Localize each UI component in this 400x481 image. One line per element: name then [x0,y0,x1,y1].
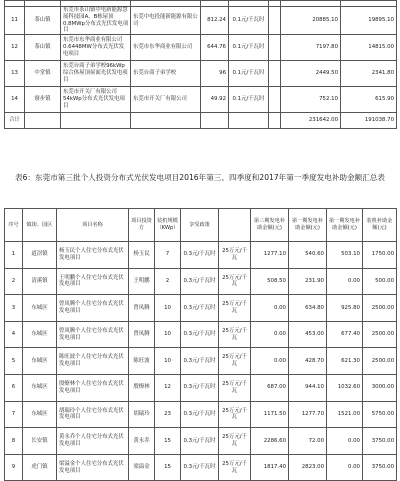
cell-capacity: 96 [201,61,229,87]
cell-owner: 黄永乔 [129,428,155,455]
cell-unit: 东莞台商子弟学校 [131,61,201,87]
column-header: 镇街、园区 [23,209,57,242]
cell-rate: 0.1元/千瓦时 [229,35,269,61]
cell-owner: 王明鹏 [129,268,155,295]
column-header: 第一期发电补助金额(元) [327,209,363,242]
cell-town: 虎门镇 [23,454,57,481]
cell-amount-4: 500.00 [363,268,397,295]
cell-amount-2: 634.80 [289,295,327,322]
table-subsidy-enterprise [4,0,397,129]
cell-policy-rate: 0.3元/千瓦时 [181,348,219,375]
table-row [5,61,397,87]
table-row [5,454,397,481]
cell-town: 东城区 [23,374,57,401]
column-header: 装机补助金额(元) [363,209,397,242]
cell-amount-1: 687.00 [251,374,289,401]
cell-amount-3: 677.40 [327,321,363,348]
cell-project: 胡瑞玲个人住宅分布式光伏发电项目 [57,401,129,428]
cell-town: 茶山镇 [25,35,61,61]
cell-capacity: 12 [155,374,181,401]
cell-number: 3 [5,295,23,322]
cell-empty [269,7,281,35]
cell-town: 东城区 [23,295,57,322]
cell-policy-install: 25万元/千瓦 [219,242,251,269]
cell-project: 梁溢金个人住宅分布式光伏发电项目 [57,454,129,481]
cell-policy-rate: 0.3元/千瓦时 [181,454,219,481]
cell-amount-4: 3750.00 [363,454,397,481]
cell-amount-4: 3000.00 [363,374,397,401]
cell-number: 7 [5,401,23,428]
cell-amount-3: 621.30 [327,348,363,375]
column-header [219,209,251,242]
cell-capacity: 644.76 [201,35,229,61]
cell-policy-rate: 0.3元/千瓦时 [181,428,219,455]
cell-number: 9 [5,454,23,481]
cell-amount-2: 453.00 [289,321,327,348]
cell-project: 东莞市茶山镇中电新能源慧展科技园A、B栋屋顶0.8MWp分布式光伏发电项目 [61,7,131,35]
cell-owner: 殷燎林 [129,374,155,401]
cell-empty [269,61,281,87]
cell-policy-install: 25万元/千瓦 [219,321,251,348]
cell-amount-4: 5750.00 [363,401,397,428]
cell-amount-4: 2500.00 [363,321,397,348]
cell-rate: 0.1元/千瓦时 [229,7,269,35]
cell-town: 长安镇 [23,428,57,455]
cell-amount-4: 2500.00 [363,348,397,375]
cell-capacity: 10 [155,321,181,348]
cell-amount-1: 508.50 [251,268,289,295]
cell-amount-1: 0.00 [251,295,289,322]
cell-capacity: 10 [155,295,181,322]
cell-policy-install: 25万元/千瓦 [219,374,251,401]
cell-owner: 曾凤腾 [129,295,155,322]
cell-policy-install: 25万元/千瓦 [219,454,251,481]
cell-amount-b: 14815.00 [341,35,397,61]
cell-amount-1: 0.00 [251,348,289,375]
cell-amount-b: 19895.10 [341,7,397,35]
cell-amount-4: 2500.00 [363,295,397,322]
cell-amount-2: 540.60 [289,242,327,269]
cell-project: 杨玉民个人住宅分布式光伏发电项目 [57,242,129,269]
cell-amount-3: 0.00 [327,428,363,455]
cell-empty [269,87,281,113]
cell-town: 寮步镇 [25,87,61,113]
cell-amount-4: 3750.00 [363,428,397,455]
cell-number: 2 [5,268,23,295]
cell-number: 13 [5,61,25,87]
table-row [5,7,397,35]
cell-rate: 0.1元/千瓦时 [229,61,269,87]
cell-policy-rate: 0.3元/千瓦时 [181,401,219,428]
cell-policy-install: 25万元/千瓦 [219,428,251,455]
cell-capacity: 812.24 [201,7,229,35]
cell-policy-rate: 0.3元/千瓦时 [181,268,219,295]
table-row [5,87,397,113]
cell-amount-1: 1171.50 [251,401,289,428]
cell-policy-rate: 0.3元/千瓦时 [181,295,219,322]
cell-project: 殷燎林个人住宅分布式光伏发电项目 [57,374,129,401]
cell-policy-install: 25万元/千瓦 [219,348,251,375]
cell-town: 茶山镇 [25,7,61,35]
cell-amount-a: 752.10 [281,87,341,113]
cell-empty [269,35,281,61]
cell-unit: 东莞市东华商业有限公司 [131,35,201,61]
cell-amount-3: 503.10 [327,242,363,269]
cell-owner: 曾凤腾 [129,321,155,348]
column-header: 享受政策 [181,209,219,242]
cell-owner: 陈旺波 [129,348,155,375]
cell-capacity: 49.92 [201,87,229,113]
cell-amount-3: 925.80 [327,295,363,322]
cell-policy-install: 25万元/千瓦 [219,401,251,428]
cell-number: 6 [5,374,23,401]
cell-number: 12 [5,35,25,61]
cell-town: 东城区 [23,348,57,375]
column-header: 序号 [5,209,23,242]
cell-capacity: 7 [155,242,181,269]
table-row [5,348,397,375]
table-row [5,401,397,428]
cell-project: 东莞市开关厂有限公司54kWp分布式光伏发电项目 [61,87,131,113]
total-label: 合计 [5,113,25,129]
table-header-row [5,209,397,242]
cell-policy-install: 25万元/千瓦 [219,268,251,295]
column-header: 第三期发电补助金额(元) [251,209,289,242]
cell-amount-a: 2449.50 [281,61,341,87]
cell-town: 道滘镇 [23,242,57,269]
cell-amount-2: 231.90 [289,268,327,295]
cell-policy-rate: 0.3元/千瓦时 [181,242,219,269]
cell-project: 曾凤腾个人住宅分布式光伏发电项目 [57,295,129,322]
cell-number: 1 [5,242,23,269]
cell-amount-4: 1750.00 [363,242,397,269]
cell-project: 王明鹏个人住宅分布式光伏发电项目 [57,268,129,295]
table-row [5,242,397,269]
column-header: 项目投资方 [129,209,155,242]
table-row [5,295,397,322]
cell-amount-2: 72.00 [289,428,327,455]
table-row [5,268,397,295]
column-header: 装机规模（KWp） [155,209,181,242]
cell-project: 陈旺波个人住宅分布式光伏发电项目 [57,348,129,375]
column-header: 项目名称 [57,209,129,242]
cell-project: 曾凤腾个人住宅分布式光伏发电项目 [57,321,129,348]
cell-owner: 胡瑞玲 [129,401,155,428]
table-row [5,321,397,348]
cell-capacity: 15 [155,454,181,481]
total-value-b: 191038.70 [341,113,397,129]
cell-number: 14 [5,87,25,113]
cell-town: 东城区 [23,321,57,348]
table-total-row [5,113,397,129]
cell-amount-2: 2823.00 [289,454,327,481]
cell-amount-1: 1817.40 [251,454,289,481]
cell-project: 黄永乔个人住宅分布式光伏发电项目 [57,428,129,455]
cell-amount-2: 1277.70 [289,401,327,428]
cell-amount-1: 2286.60 [251,428,289,455]
column-header: 第一期发电补助金额(元) [289,209,327,242]
cell-town: 清溪镇 [23,268,57,295]
cell-capacity: 10 [155,348,181,375]
cell-project: 东莞台商子弟学校96kWp综合体屋顶屋面光伏发电项目 [61,61,131,87]
cell-amount-3: 1032.60 [327,374,363,401]
table-row [5,428,397,455]
cell-policy-rate: 0.3元/千瓦时 [181,321,219,348]
table-row [5,35,397,61]
cell-amount-3: 1521.00 [327,401,363,428]
cell-amount-a: 7197.80 [281,35,341,61]
cell-unit: 东莞中电投能新能源有限公司 [131,7,201,35]
cell-amount-b: 615.90 [341,87,397,113]
table-row [5,374,397,401]
cell-rate: 0.1元/千瓦时 [229,87,269,113]
cell-town: 东城区 [23,401,57,428]
cell-amount-2: 944.10 [289,374,327,401]
cell-town: 中堂镇 [25,61,61,87]
cell-unit: 东莞市开关厂有限公司 [131,87,201,113]
cell-owner: 杨玉民 [129,242,155,269]
cell-number: 11 [5,7,25,35]
cell-capacity: 23 [155,401,181,428]
cell-amount-b: 2341.80 [341,61,397,87]
cell-policy-rate: 0.3元/千瓦时 [181,374,219,401]
cell-amount-1: 0.00 [251,321,289,348]
cell-policy-install: 25万元/千瓦 [219,295,251,322]
total-value-a: 231642.00 [281,113,341,129]
table-caption: 表6：东莞市第三批个人投资分布式光伏发电项目2016年第三、四季度和2017年第一季度发电补助金额汇总表 [14,173,385,182]
cell-capacity: 15 [155,428,181,455]
table-subsidy-individual [4,208,397,481]
cell-number: 5 [5,348,23,375]
cell-amount-2: 428.70 [289,348,327,375]
cell-amount-3: 0.00 [327,454,363,481]
cell-amount-3: 0.00 [327,268,363,295]
cell-number: 8 [5,428,23,455]
cell-project: 东莞市东华商业有限公司0.6448MW分布式光伏发电项目 [61,35,131,61]
cell-number: 4 [5,321,23,348]
cell-owner: 梁溢金 [129,454,155,481]
cell-amount-1: 1277.10 [251,242,289,269]
cell-amount-a: 20885.10 [281,7,341,35]
cell-capacity: 2 [155,268,181,295]
